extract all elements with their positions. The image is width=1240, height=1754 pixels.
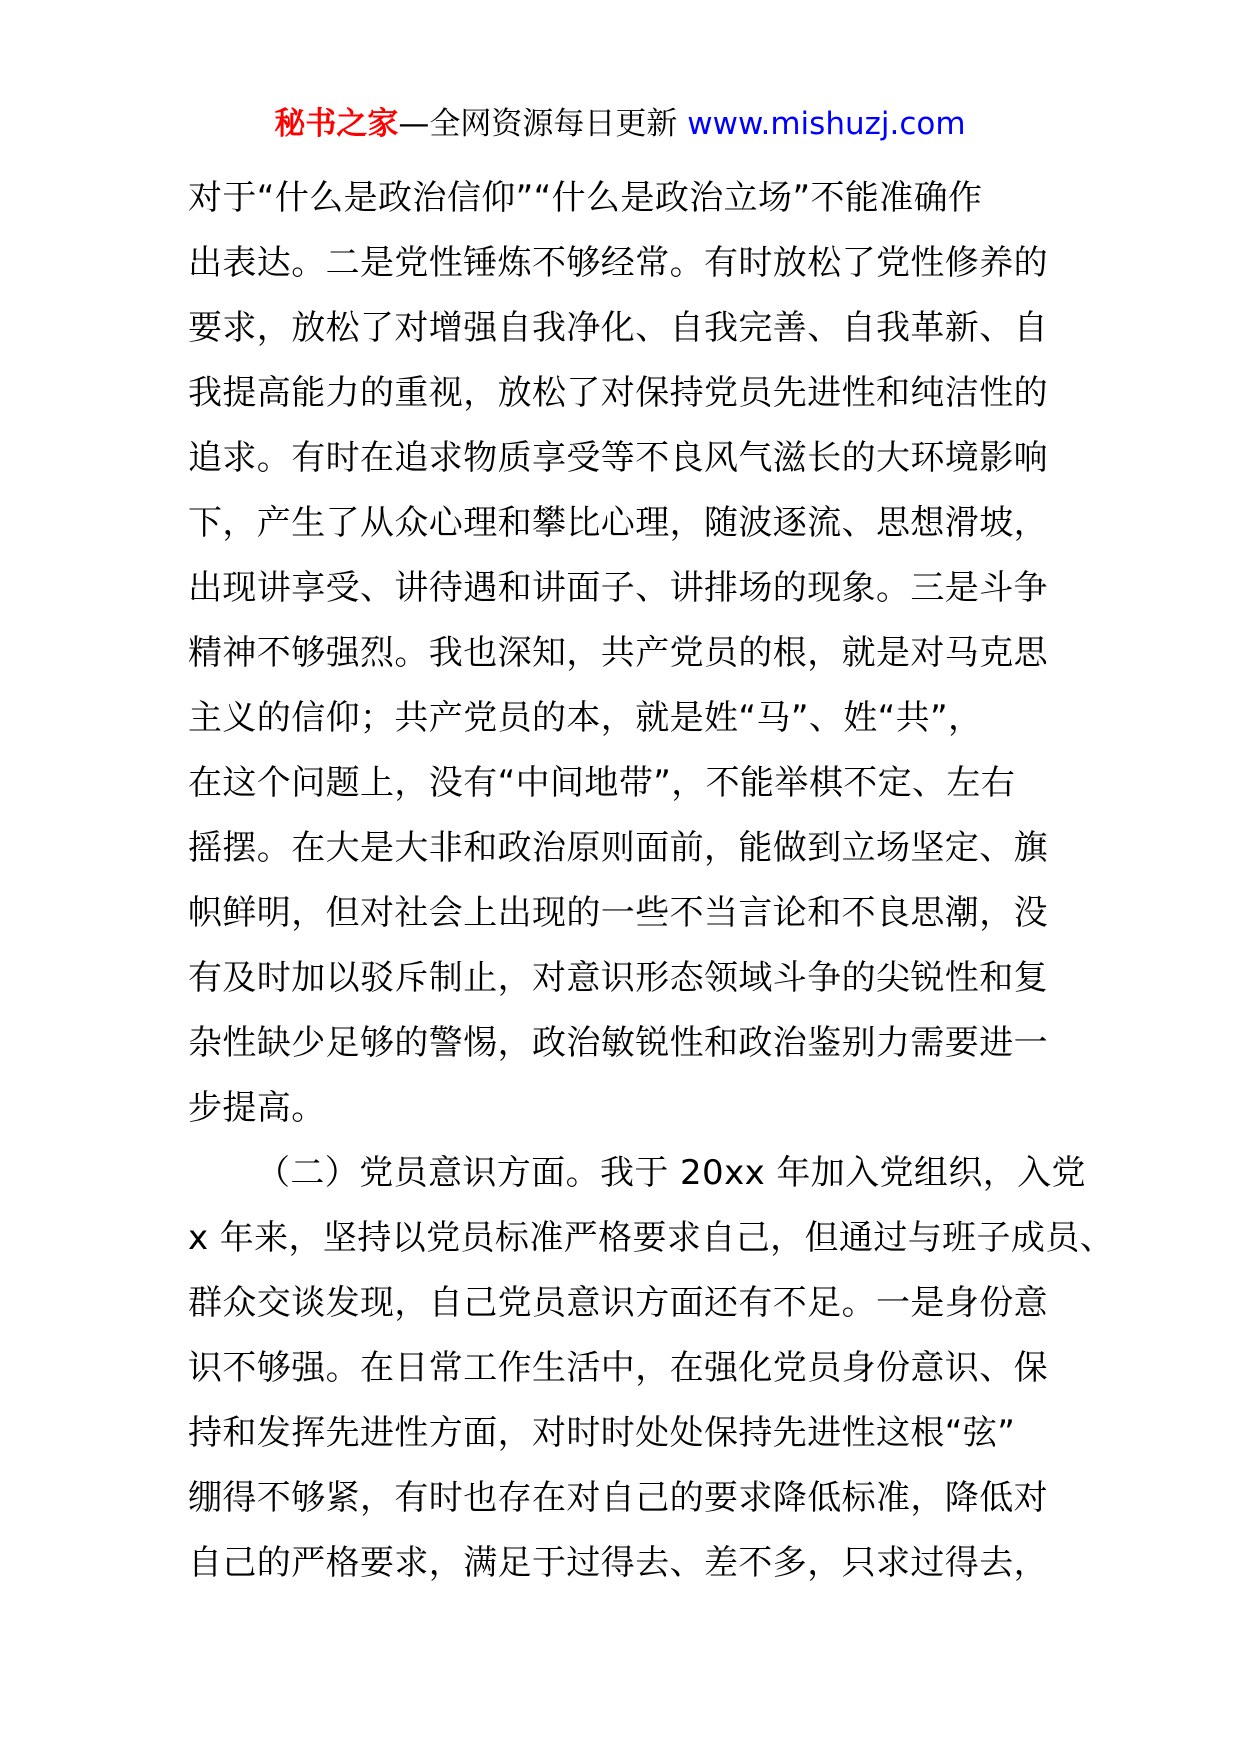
body-line: 摇摆。在大是大非和政治原则面前，能做到立场坚定、旗 [188,828,1048,868]
body-line: 群众交谈发现，自己党员意识方面还有不足。一是身份意 [188,1283,1048,1323]
header-brand: 秘书之家 [274,106,399,142]
document-body [188,166,1115,1596]
body-line: 主义的信仰；共产党员的本，就是姓“马”、姓“共”， [188,698,983,738]
body-line: 我提高能力的重视，放松了对保持党员先进性和纯洁性的 [188,373,1048,413]
body-line: 在这个问题上，没有“中间地带”，不能举棋不定、左右 [188,763,1016,803]
body-line: 绷得不够紧，有时也存在对自己的要求降低标准，降低对 [188,1478,1048,1518]
paragraph-start-line: （二）党员意识方面。我于 20xx 年加入党组织，入党 [256,1153,1086,1193]
header-url-link[interactable]: www.mishuzj.com [687,106,966,142]
body-line: 步提高。 [188,1088,326,1128]
body-line: 有及时加以驳斥制止，对意识形态领域斗争的尖锐性和复 [188,958,1048,998]
body-line: 自己的严格要求，满足于过得去、差不多，只求过得去， [188,1543,1048,1583]
body-line: 持和发挥先进性方面，对时时处处保持先进性这根“弦” [188,1413,1016,1453]
body-line: 识不够强。在日常工作生活中，在强化党员身份意识、保 [188,1348,1048,1388]
body-line: 杂性缺少足够的警惕，政治敏锐性和政治鉴别力需要进一 [188,1023,1048,1063]
body-line: 帜鲜明，但对社会上出现的一些不当言论和不良思潮，没 [188,893,1048,933]
body-line: 要求，放松了对增强自我净化、自我完善、自我革新、自 [188,308,1048,348]
body-line: 出表达。二是党性锤炼不够经常。有时放松了党性修养的 [188,243,1048,283]
page-header [0,104,1240,144]
body-line: 对于“什么是政治信仰”“什么是政治立场”不能准确作 [188,178,983,218]
header-slogan: —全网资源每日更新 [398,106,688,142]
body-line: x 年来，坚持以党员标准严格要求自己，但通过与班子成员、 [188,1218,1115,1258]
body-line: 追求。有时在追求物质享受等不良风气滋长的大环境影响 [188,438,1048,478]
body-line: 出现讲享受、讲待遇和讲面子、讲排场的现象。三是斗争 [188,568,1048,608]
body-line: 精神不够强烈。我也深知，共产党员的根，就是对马克思 [188,633,1048,673]
body-line: 下，产生了从众心理和攀比心理，随波逐流、思想滑坡， [188,503,1048,543]
